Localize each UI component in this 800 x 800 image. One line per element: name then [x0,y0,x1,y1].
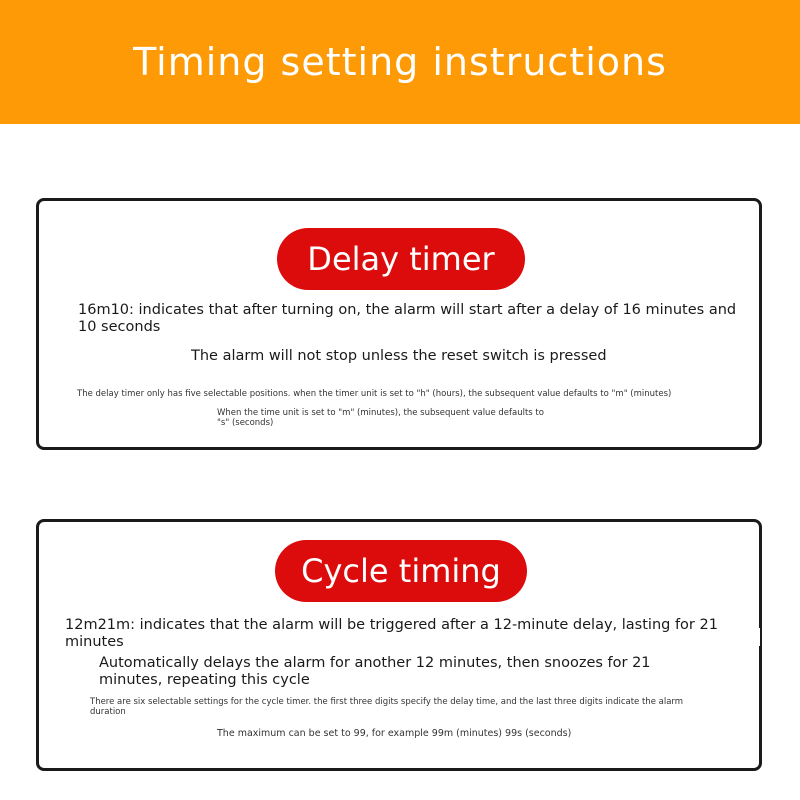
cycle-timing-card [36,519,762,771]
delay-timer-card [36,198,762,450]
card-border-gap [756,628,760,646]
page-title: Timing setting instructions [133,40,667,84]
header-banner [0,0,800,124]
cycle-timing-max-note: The maximum can be set to 99, for example 99m (minutes) 99s (seconds) [217,728,572,739]
delay-timer-example: 16m10: indicates that after turning on, the alarm will start after a delay of 16 minutes and 10 seconds [78,302,737,335]
cycle-timing-example: 12m21m: indicates that the alarm will be triggered after a 12-minute delay, lasting for 21 minutes [65,617,718,650]
delay-timer-positions-note: The delay timer only has five selectable positions. when the timer unit is set to "h" (hours), the subsequent value defaults to "m" (minutes) [77,389,672,399]
cycle-timing-pill: Cycle timing [275,540,527,602]
delay-timer-minutes-note: When the time unit is set to "m" (minutes), the subsequent value defaults to "s" (seconds) [217,408,544,428]
delay-timer-reset-note: The alarm will not stop unless the reset switch is pressed [191,348,607,364]
cycle-timing-settings-note: There are six selectable settings for the cycle timer. the first three digits specify the delay time, and the last three digits indicate the alarm duration [90,697,684,717]
delay-timer-pill: Delay timer [277,228,525,290]
cycle-timing-repeat-note: Automatically delays the alarm for another 12 minutes, then snoozes for 21 minutes, repeating this cycle [99,655,651,688]
